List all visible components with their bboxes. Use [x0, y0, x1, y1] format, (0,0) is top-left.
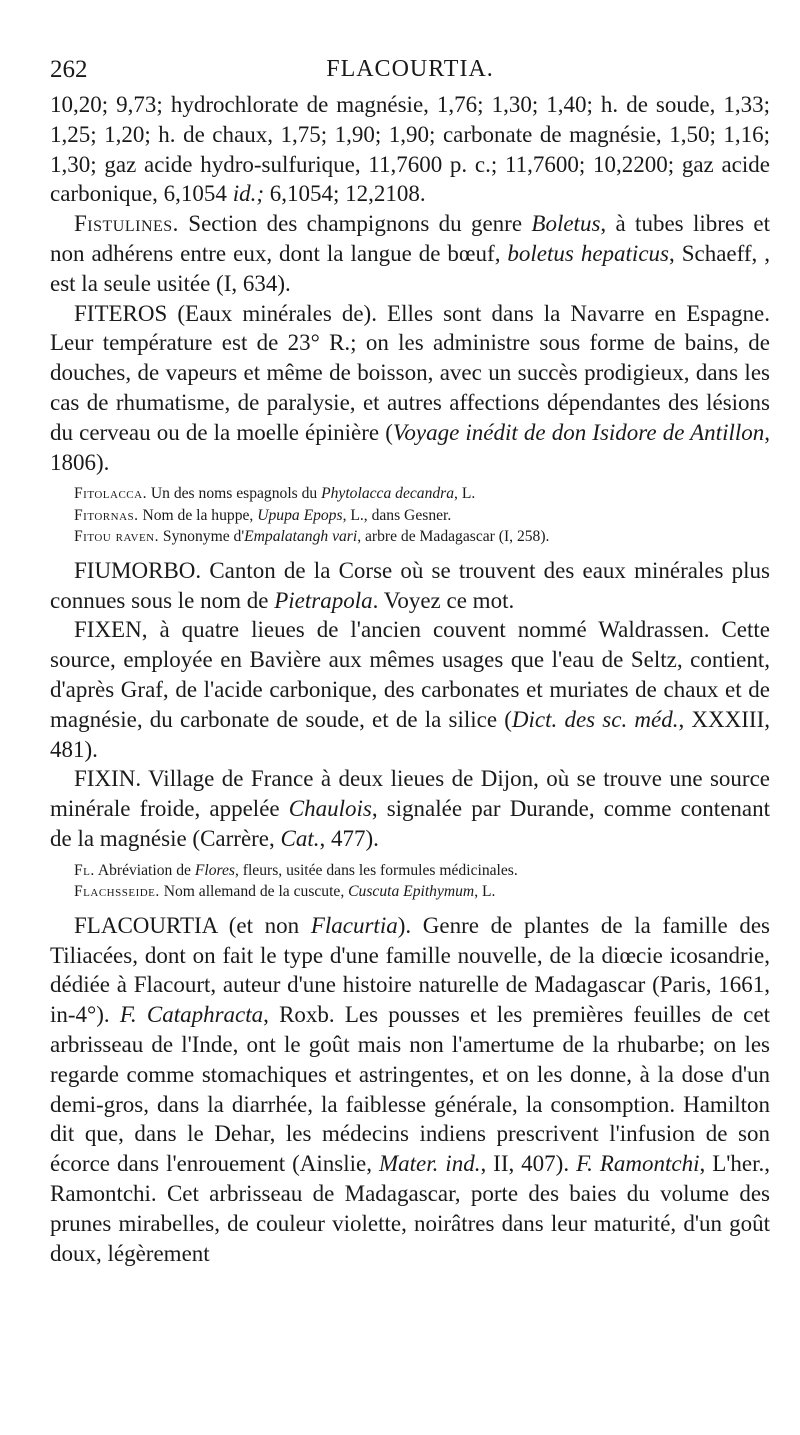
entry-fitou-raven: Fitou raven. Synonyme d'Empalatangh vari, arbre de Madagascar (I, 258). [74, 528, 550, 546]
entry-fixen: FIXEN, à quatre lieues de l'ancien couvent nommé Waldrassen. Cette source, employée en Bavière aux mêmes usages que l'eau de Seltz, contient, d'après Graf, de l'acide carbonique, des carbonates et muriates de chaux et de magnésie, du carbonate de soude, et de la silice (Dict. des sc. méd., XXXIII, 481). [50, 617, 770, 762]
entry-continuation: 10,20; 9,73; hydrochlorate de magnésie, 1,76; 1,30; 1,40; h. de soude, 1,33; 1,25; 1,20; h. de chaux, 1,75; 1,90; 1,90; carbonate de magnésie, 1,50; 1,16; 1,30; gaz acide hydro-sulfurique, 11,7600 p. c.; 11,7600; 10,2200; gaz acide carbonique, 6,1054 id.; 6,1054; 12,2108. [50, 92, 770, 207]
entry-fl: Fl. Abréviation de Flores, fleurs, usitée dans les formules médicinales. [74, 861, 518, 879]
page-header [50, 50, 770, 90]
small-entries-1 [50, 483, 770, 548]
main-text [50, 90, 770, 477]
entry-fistulines: Fistulines. Section des champignons du genre Boletus, à tubes libres et non adhérens entre eux, dont la langue de bœuf, boletus hepaticus, Schaeff, , est la seule usitée (I, 634). [50, 211, 770, 296]
entry-fixin: FIXIN. Village de France à deux lieues de Dijon, où se trouve une source minérale froide, appelée Chaulois, signalée par Durande, comme contenant de la magnésie (Carrère, Cat., 477). [50, 766, 770, 852]
running-title: FLACOURTIA. [326, 56, 494, 82]
entry-fitornas: Fitornas. Nom de la huppe, Upupa Epops, L., dans Gesner. [74, 506, 452, 524]
entry-flachsseide: Flachsseide. Nom allemand de la cuscute, Cuscuta Epithymum, L. [74, 883, 496, 901]
entry-fitolacca: Fitolacca. Un des noms espagnols du Phytolacca decandra, L. [74, 485, 476, 503]
entry-flacourtia: FLACOURTIA (et non Flacurtia). Genre de plantes de la famille des Tiliacées, dont on fait le type d'une famille nouvelle, de la diœcie icosandrie, dédiée à Flacourt, auteur d'une histoire naturelle de Madagascar (Paris, 1661, in-4°). F. Cataphracta, Roxb. Les pousses et les premières feuilles de cet arbrisseau de l'Inde, ont le goût mais non l'amertume de la rhubarbe; on les regarde comme stomachiques et astringentes, et on les donne, à la dose d'un demi-gros, dans la diarrhée, la faiblesse générale, la consomption. Hamilton dit que, dans le Dehar, les médecins indiens prescrivent l'infusion de son écorce dans l'enrouement (Ainslie, Mater. ind., II, 407). F. Ramontchi, L'her., Ramontchi. Cet arbrisseau de Madagascar, porte des baies du volume des prunes mirabelles, de couleur violette, noirâtres dans leur maturité, d'un goût doux, légèrement [50, 912, 771, 1266]
entry-fiumorbo: FIUMORBO. Canton de la Corse où se trouvent des eaux minérales plus connues sous le nom de Pietrapola. Voyez ce mot. [50, 557, 770, 613]
entry-headword: Fistulines. [74, 211, 179, 237]
small-entries-2 [50, 860, 770, 903]
entry-headword: FITEROS [74, 300, 168, 326]
page-number: 262 [50, 56, 88, 83]
entry-fiteros: FITEROS (Eaux minérales de). Elles sont dans la Navarre en Espagne. Leur température est de 23° R.; on les administre sous forme de bains, de douches, de vapeurs et même de boisson, avec un succès prodigieux, dans les cas de rhumatisme, de paralysie, et autres affections dépendantes des lésions du cerveau ou de la moelle épinière (Voyage inédit de don Isidore de Antillon, 1806). [50, 300, 770, 475]
main-text-3 [50, 911, 770, 1269]
main-text-2 [50, 556, 770, 854]
